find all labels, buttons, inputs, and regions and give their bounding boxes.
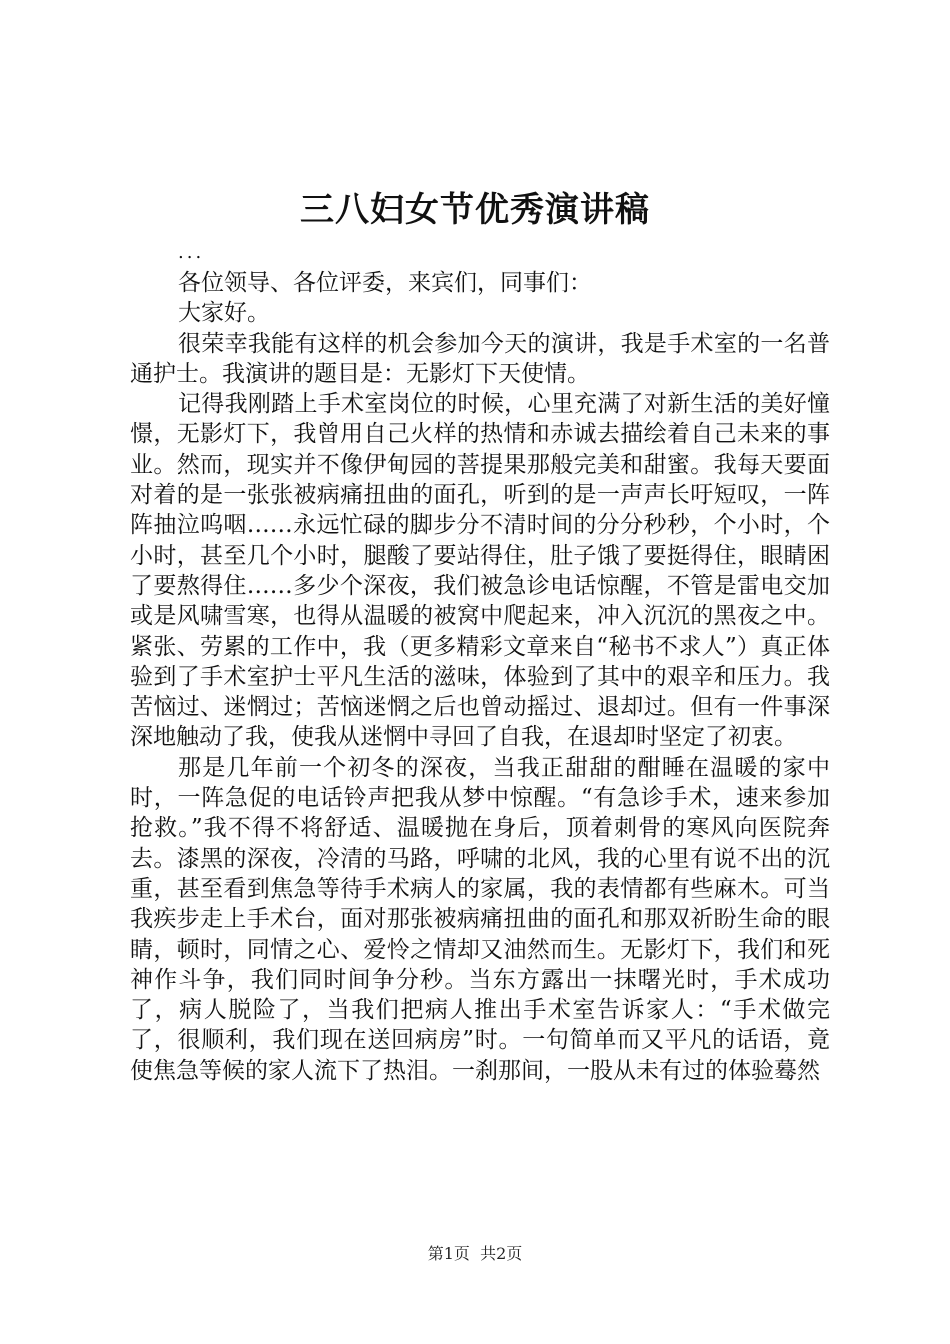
intro-paragraph: 很荣幸我能有这样的机会参加今天的演讲，我是手术室的一名普通护士。我演讲的题目是：无影灯下天使情。	[130, 330, 830, 387]
document-body	[130, 268, 830, 1086]
document-title: 三八妇女节优秀演讲稿	[300, 190, 650, 230]
ellipsis-marker: ...	[178, 242, 205, 263]
salutation-paragraph: 各位领导、各位评委，来宾们，同事们：	[178, 270, 592, 296]
page-footer	[0, 1244, 950, 1264]
page-number-label: 第1页 共2页	[427, 1244, 523, 1263]
body-paragraph: 那是几年前一个初冬的深夜，当我正甜甜的酣睡在温暖的家中时，一阵急促的电话铃声把我从梦中惊醒。“有急诊手术，速来参加抢救。”我不得不将舒适、温暖抛在身后，顶着刺骨的寒风向医院奔去。漆黑的深夜，冷清的马路，呼啸的北风，我的心里有说不出的沉重，甚至看到焦急等待手术病人的家属，我的表情都有些麻木。可当我疾步走上手术台，面对那张被病痛扭曲的面孔和那双祈盼生命的眼睛，顿时，同情之心、爱怜之情却又油然而生。无影灯下，我们和死神作斗争，我们同时间争分秒。当东方露出一抹曙光时，手术成功了，病人脱险了，当我们把病人推出手术室告诉家人：“手术做完了，很顺利，我们现在送回病房”时。一句简单而又平凡的话语，竟使焦急等候的家人流下了热泪。一刹那间，一股从未有过的体验蓦然	[130, 754, 830, 1084]
body-paragraph: 记得我刚踏上手术室岗位的时候，心里充满了对新生活的美好憧憬，无影灯下，我曾用自己火样的热情和赤诚去描绘着自己未来的事业。然而，现实并不像伊甸园的菩提果那般完美和甜蜜。我每天要面对着的是一张张被病痛扭曲的面孔，听到的是一声声长吁短叹，一阵阵抽泣呜咽……永远忙碌的脚步分不清时间的分分秒秒，个小时，个小时，甚至几个小时，腿酸了要站得住，肚子饿了要挺得住，眼睛困了要熬得住……多少个深夜，我们被急诊电话惊醒，不管是雷电交加或是风啸雪寒，也得从温暖的被窝中爬起来，冲入沉沉的黑夜之中。紧张、劳累的工作中，我（更多精彩文章来自“秘书不求人”）真正体验到了手术室护士平凡生活的滋味，体验到了其中的艰辛和压力。我苦恼过、迷惘过；苦恼迷惘之后也曾动摇过、退却过。但有一件事深深地触动了我，使我从迷惘中寻回了自我，在退却时坚定了初衷。	[130, 391, 830, 751]
greeting-paragraph: 大家好。	[178, 300, 270, 327]
